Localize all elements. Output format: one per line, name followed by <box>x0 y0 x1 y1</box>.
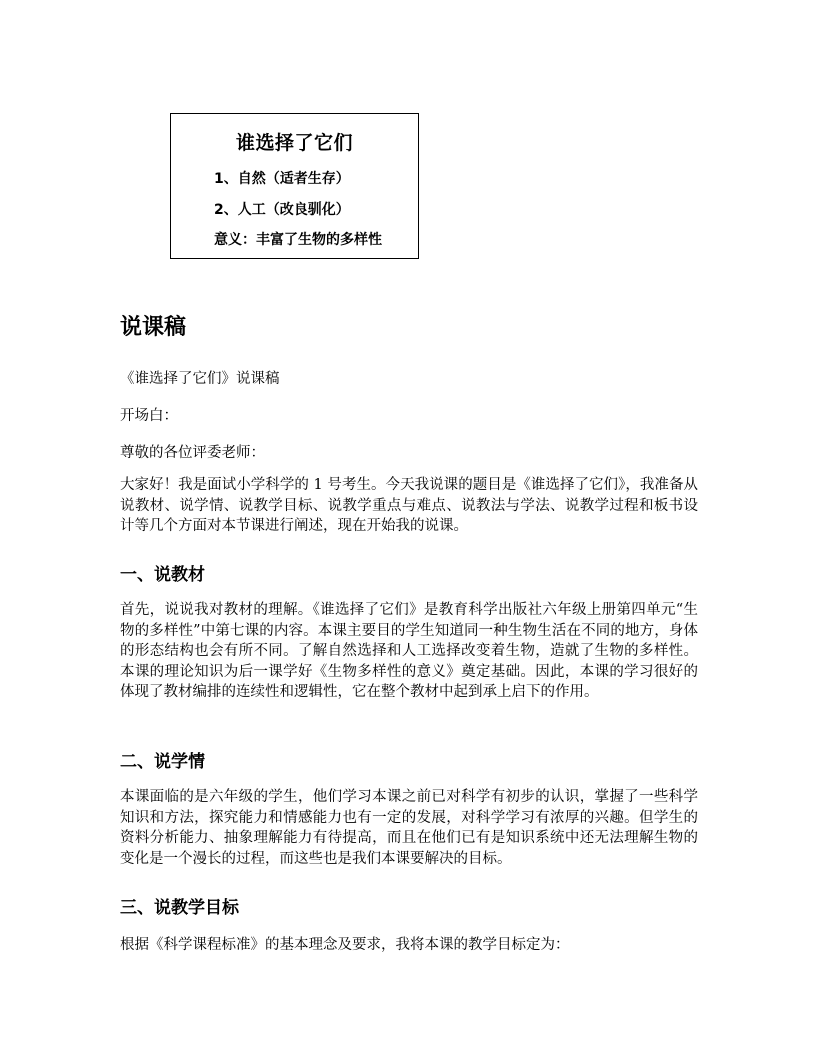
board-line-significance: 意义：丰富了生物的多样性 <box>214 232 382 248</box>
board-title: 谁选择了它们 <box>235 132 353 154</box>
section-body-students: 本课面临的是六年级的学生，他们学习本课之前已对科学有初步的认识，掌握了一些科学知识和方法，探究能力和情感能力也有一定的发展，对科学学习有浓厚的兴趣。但学生的资料分析能力、抽象理解能力有待提高，而且在他们已有是知识系统中还无法理解生物的变化是一个漫长的过程，而这些也是我们本课要解决的目标。 <box>120 789 698 867</box>
section-heading-textbook: 一、说教材 <box>120 565 205 585</box>
opening-label: 开场白： <box>120 408 178 424</box>
section-heading-objectives: 三、说教学目标 <box>120 898 239 918</box>
section-body-textbook: 首先，说说我对教材的理解。《谁选择了它们》是教育科学出版社六年级上册第四单元“生物的多样性”中第七课的内容。本课主要目的学生知道同一种生物生活在不同的地方，身体的形态结构也会有所不同。了解自然选择和人工选择改变着生物，造就了生物的多样性。本课的理论知识为后一课学好《生物多样性的意义》奠定基础。因此，本课的学习很好的体现了教材编排的连续性和逻辑性，它在整个教材中起到承上启下的作用。 <box>120 602 698 700</box>
section-heading-students: 二、说学情 <box>120 752 205 772</box>
greeting: 尊敬的各位评委老师： <box>120 445 265 461</box>
section-body-objectives: 根据《科学课程标准》的基本理念及要求，我将本课的教学目标定为： <box>120 937 570 953</box>
blackboard-design-box <box>170 113 419 259</box>
intro-paragraph: 大家好！我是面试小学科学的 1 号考生。今天我说课的题目是《谁选择了它们》，我准备从说教材、说学情、说教学目标、说教学重点与难点、说教法与学法、说教学过程和板书设计等几个方面对本节课进行阐述，现在开始我的说课。 <box>120 477 698 534</box>
document-title: 说课稿 <box>120 315 187 340</box>
board-line-natural-selection: 1、自然（适者生存） <box>214 171 350 187</box>
document-subtitle: 《谁选择了它们》说课稿 <box>120 371 280 387</box>
board-line-artificial-selection: 2、人工（改良驯化） <box>214 202 350 218</box>
